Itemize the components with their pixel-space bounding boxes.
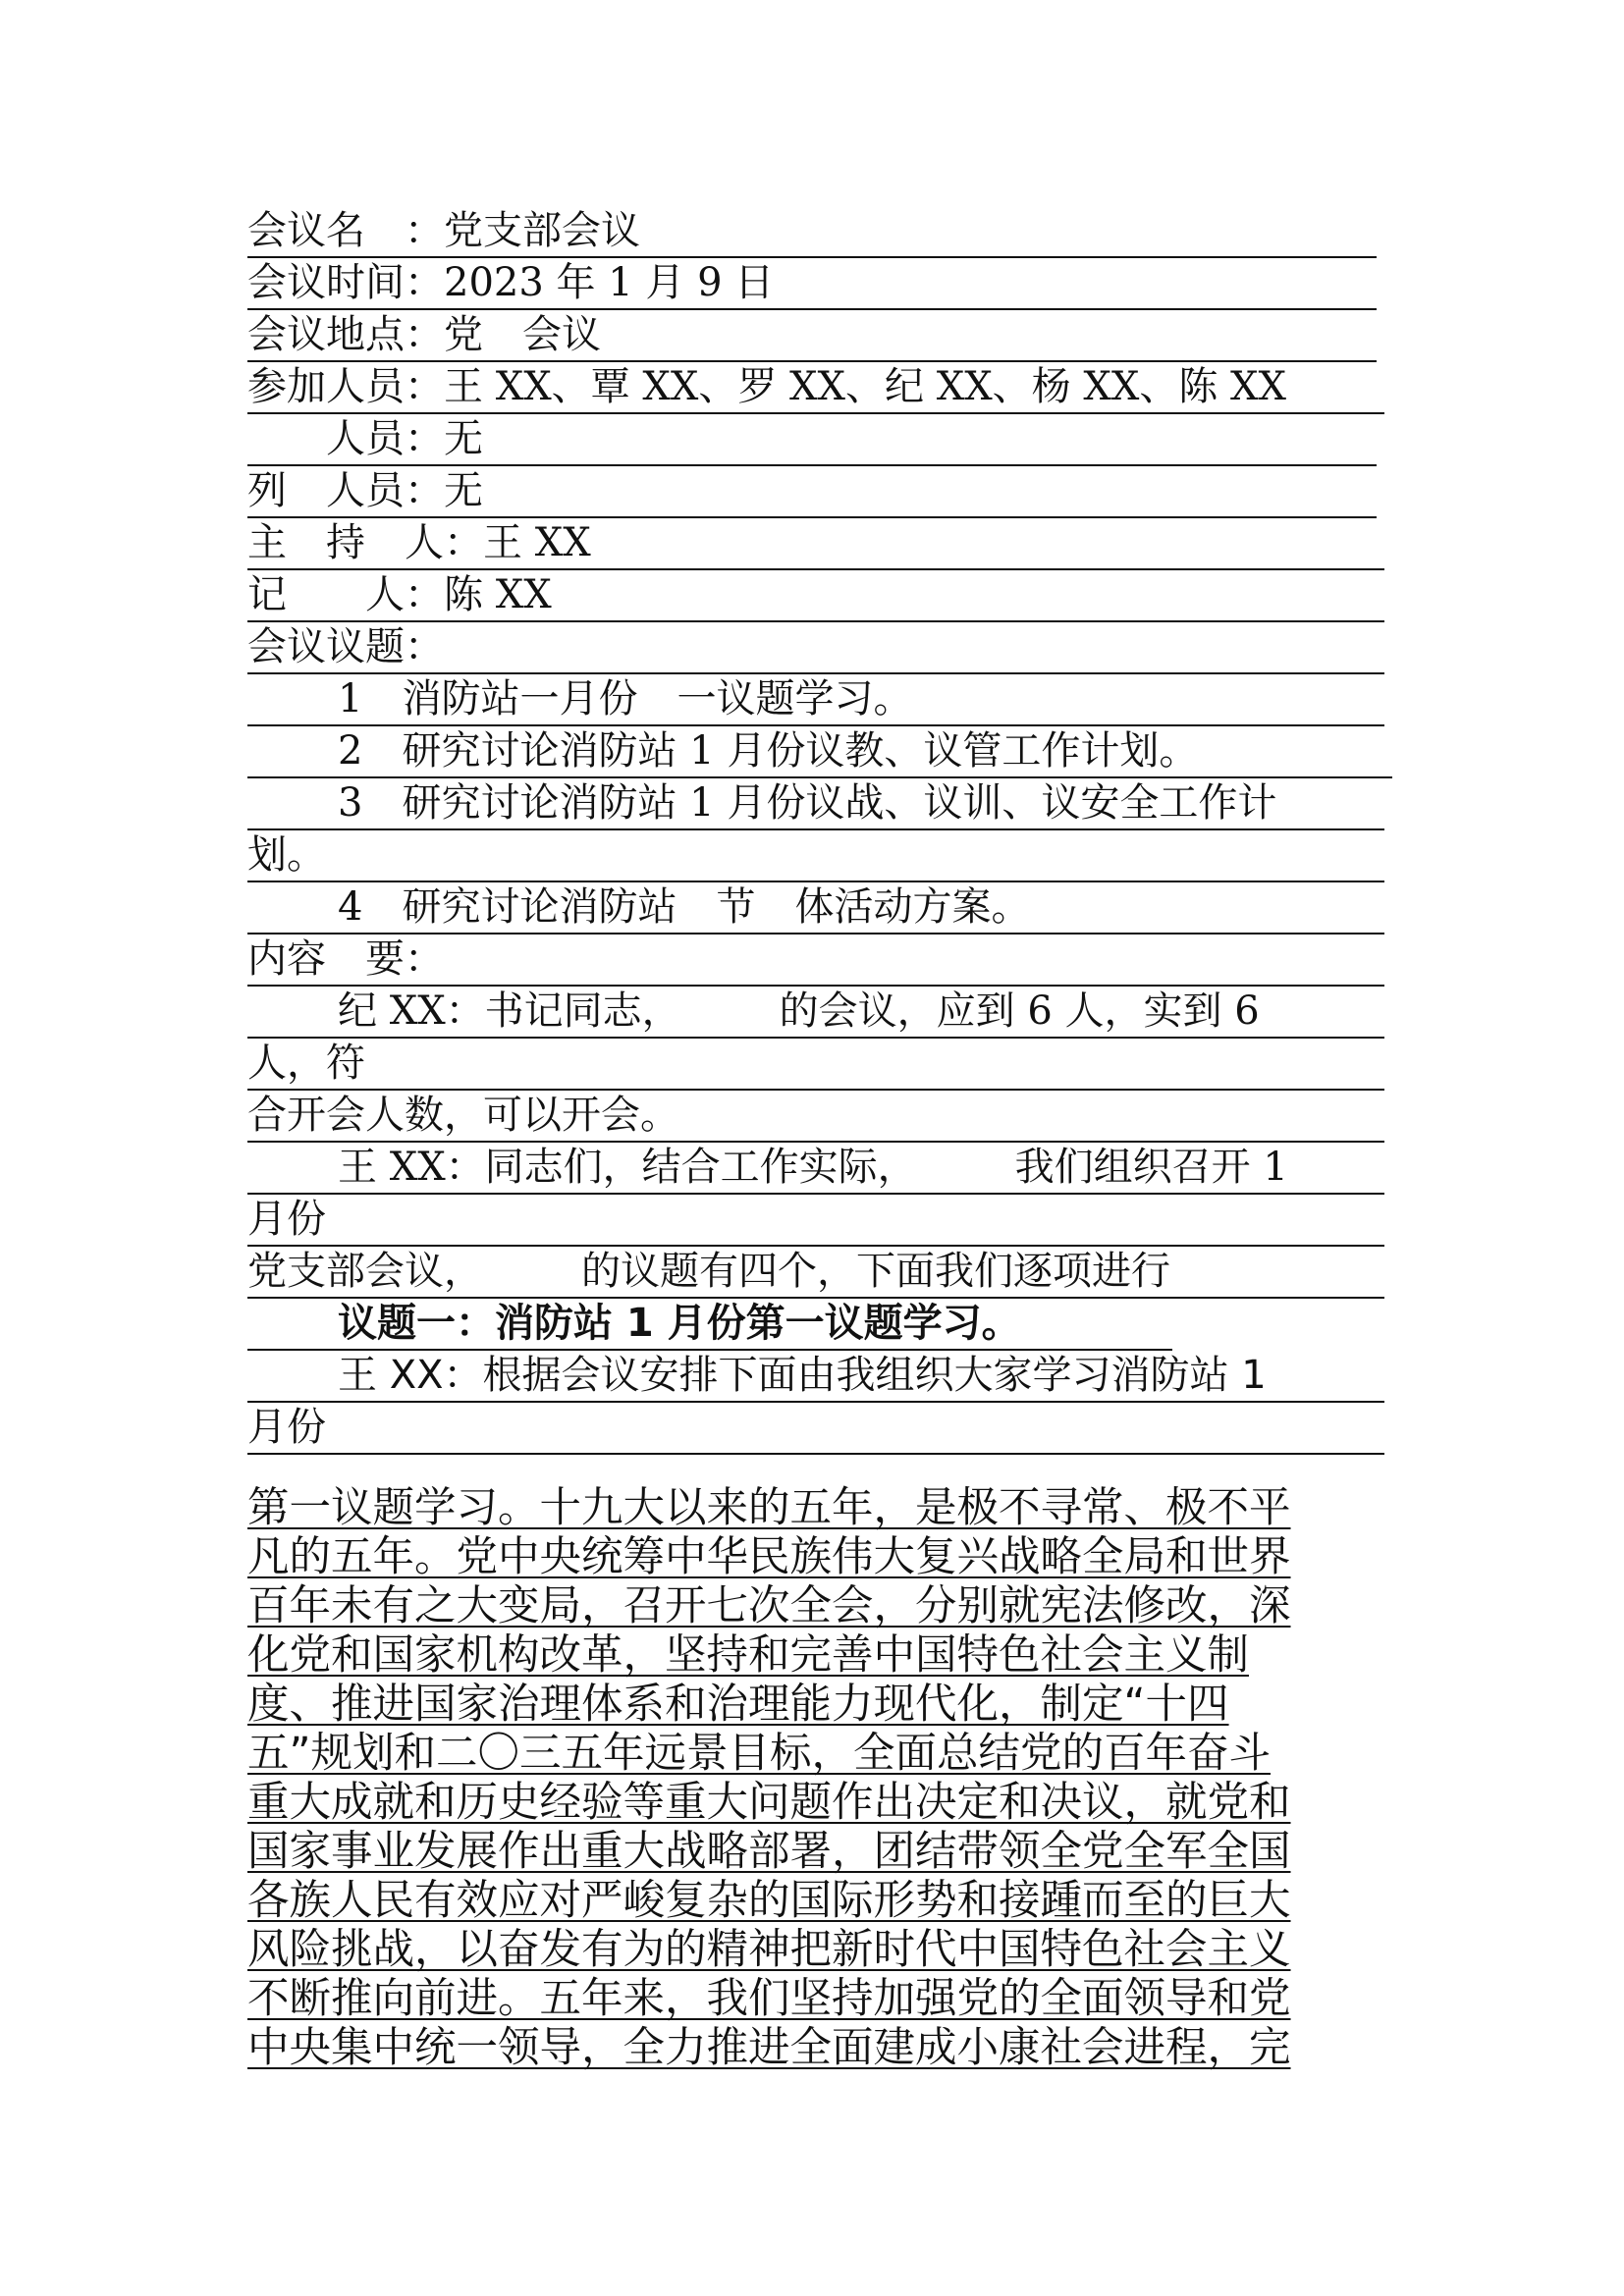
- content-line: [247, 1247, 1384, 1299]
- paragraph-line: 第一议题学习。十九大以来的五年，是极不寻常、极不平: [247, 1484, 1291, 1532]
- recorder-label: 记 人：: [247, 572, 444, 617]
- content-text: 月份: [247, 1197, 326, 1242]
- meeting-name-value: 党支部会议: [444, 208, 640, 253]
- topic-item: [247, 726, 1392, 778]
- topic-item: [247, 674, 1384, 726]
- content-line: [247, 1403, 1384, 1455]
- topic-text: 划。: [247, 832, 326, 878]
- topic-one-heading-text: 议题一：消防站 1 月份第一议题学习。: [338, 1301, 1021, 1346]
- content-line: [247, 1195, 1384, 1247]
- content-label: 内容 要：: [247, 936, 444, 982]
- meeting-place-label: 会议地点：: [247, 312, 444, 357]
- paragraph-line: 重大成就和历史经验等重大问题作出决定和决议，就党和: [247, 1779, 1291, 1827]
- spacer: [247, 1455, 1377, 1484]
- meeting-name-label: 会议名 ：: [247, 208, 444, 253]
- content-line: [247, 1091, 1384, 1143]
- content-text: 党支部会议， 的议题有四个，下面我们逐项进行: [247, 1249, 1170, 1294]
- topic-item-continued: [247, 830, 1384, 882]
- paragraph-line: 度、推进国家治理体系和治理能力现代化，制定“十四: [247, 1681, 1229, 1729]
- observers-value: 无: [444, 468, 483, 513]
- attendees-label: 参加人员：: [247, 364, 444, 409]
- attendees-value: 王 XX、覃 XX、罗 XX、纪 XX、杨 XX、陈 XX: [444, 364, 1287, 409]
- paragraph-line: 风险挑战，以奋发有为的精神把新时代中国特色社会主义: [247, 1926, 1291, 1974]
- meeting-time-label: 会议时间：: [247, 260, 444, 305]
- content-text: 人，符: [247, 1041, 365, 1086]
- topics-label-row: [247, 622, 1384, 674]
- content-text: 月份: [247, 1405, 326, 1450]
- paragraph-line: 中央集中统一领导，全力推进全面建成小康社会进程，完: [247, 2024, 1291, 2072]
- topic-item: [247, 882, 1384, 934]
- body-paragraph: [247, 1484, 1377, 2073]
- meeting-time-row: [247, 258, 1377, 310]
- attendees-row: [247, 362, 1384, 414]
- topic-text: 3 研究讨论消防站 1 月份议战、议训、议安全工作计: [338, 780, 1277, 826]
- paragraph-line: 五”规划和二〇三五年远景目标，全面总结党的百年奋斗: [247, 1730, 1272, 1778]
- meeting-time-value: 2023 年 1 月 9 日: [444, 260, 775, 305]
- paragraph-line: 国家事业发展作出重大战略部署，团结带领全党全军全国: [247, 1828, 1291, 1876]
- content-text: 王 XX：根据会议安排下面由我组织大家学习消防站 1: [338, 1353, 1267, 1398]
- paragraph-line: 凡的五年。党中央统筹中华民族伟大复兴战略全局和世界: [247, 1533, 1291, 1581]
- content-line: [247, 1351, 1384, 1403]
- paragraph-line: 不断推向前进。五年来，我们坚持加强党的全面领导和党: [247, 1975, 1291, 2023]
- topic-item: [247, 778, 1384, 830]
- host-row: [247, 518, 1384, 570]
- host-value: 王 XX: [483, 520, 591, 565]
- content-line: [247, 987, 1384, 1039]
- content-text: 纪 XX：书记同志， 的会议，应到 6 人，实到 6: [338, 988, 1260, 1034]
- meeting-name-row: [247, 206, 1377, 258]
- observers-row: [247, 466, 1377, 518]
- topic-text: 2 研究讨论消防站 1 月份议教、议管工作计划。: [338, 728, 1199, 774]
- meeting-place-row: [247, 310, 1377, 362]
- document-page: [247, 206, 1377, 2073]
- content-line: [247, 1039, 1384, 1091]
- topic-one-heading: [247, 1299, 1172, 1351]
- absent-label: 人员：: [247, 416, 444, 461]
- content-text: 合开会人数，可以开会。: [247, 1093, 679, 1138]
- paragraph-line: 化党和国家机构改革，坚持和完善中国特色社会主义制: [247, 1631, 1250, 1680]
- absent-value: 无: [444, 416, 483, 461]
- topics-label: 会议议题：: [247, 624, 444, 669]
- topic-text: 1 消防站一月份 一议题学习。: [338, 676, 913, 721]
- content-text: 王 XX：同志们，结合工作实际， 我们组织召开 1: [338, 1145, 1288, 1190]
- content-line: [247, 1143, 1384, 1195]
- meeting-place-value: 党 会议: [444, 312, 601, 357]
- topic-text: 4 研究讨论消防站 节 体活动方案。: [338, 884, 1031, 930]
- host-label: 主 持 人：: [247, 520, 483, 565]
- paragraph-line: 百年未有之大变局，召开七次全会，分别就宪法修改，深: [247, 1582, 1291, 1630]
- content-label-row: [247, 934, 1384, 987]
- paragraph-line: 各族人民有效应对严峻复杂的国际形势和接踵而至的巨大: [247, 1877, 1291, 1925]
- recorder-value: 陈 XX: [444, 572, 552, 617]
- recorder-row: [247, 570, 1384, 622]
- absent-row: [247, 414, 1377, 466]
- observers-label: 列 人员：: [247, 468, 444, 513]
